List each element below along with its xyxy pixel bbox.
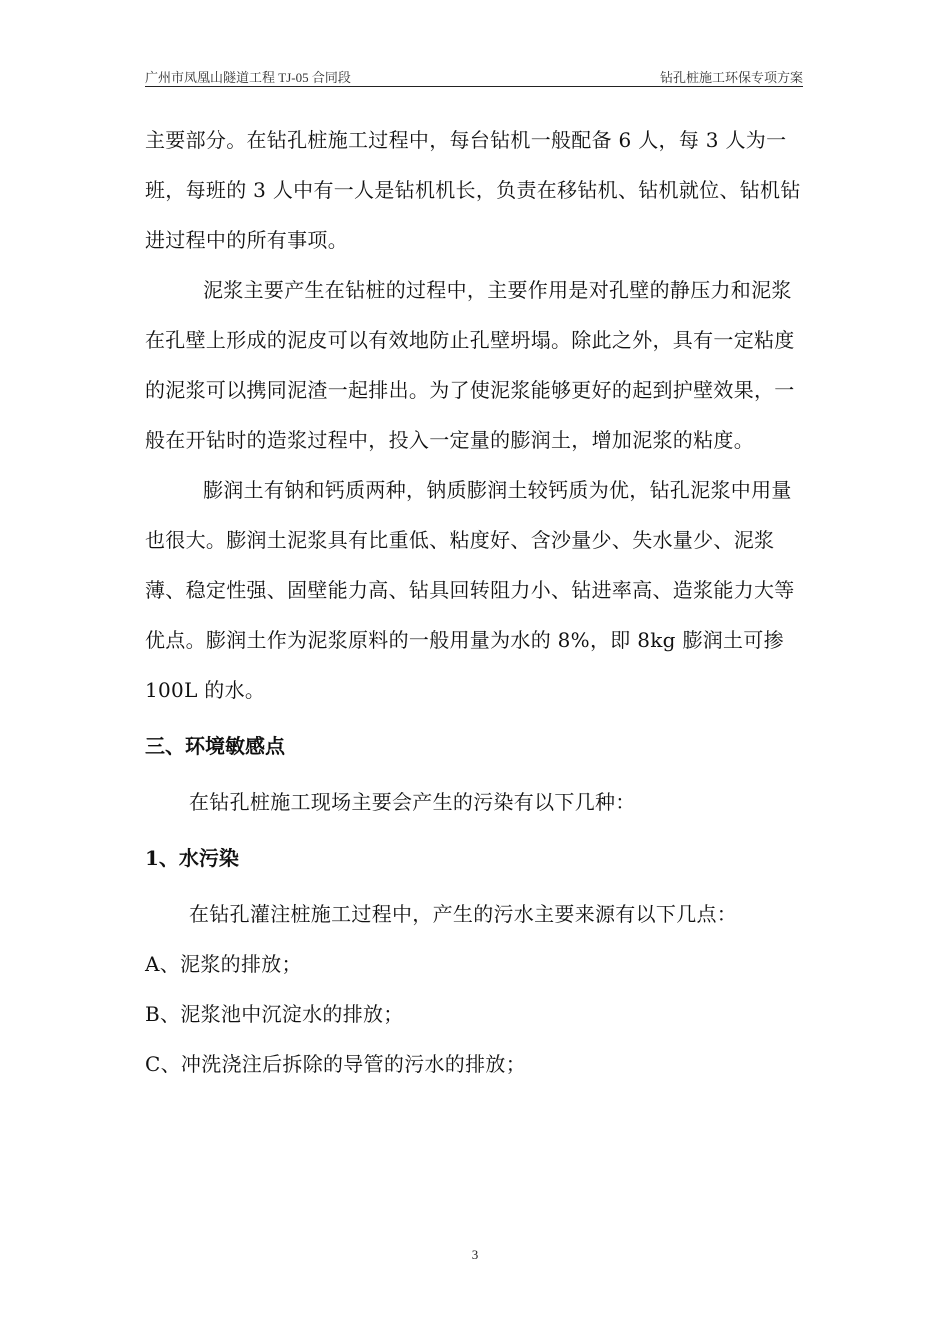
header-document-title: 钻孔桩施工环保专项方案 <box>659 70 803 85</box>
list-item-b: B、泥浆池中沉淀水的排放； <box>145 1002 404 1026</box>
paragraph-bentonite: 膨润土有钠和钙质两种，钠质膨润土较钙质为优，钻孔泥浆中用量也很大。膨润土泥浆具有比重低、粘度好、含沙量少、失水量少、泥浆薄、稳定性强、固壁能力高、钻具回转阻力小、钻进率高、造浆能力大等优点。膨润土作为泥浆原料的一般用量为水的 8%，即 8kg 膨润土可掺 100L 的水。 <box>145 478 795 702</box>
list-item-a: A、泥浆的排放； <box>145 952 302 976</box>
list-item-c: C、冲洗浇注后拆除的导管的污水的排放； <box>145 1052 527 1076</box>
subsection-title-water-pollution: 1、水污染 <box>145 846 239 870</box>
paragraph-pollution-intro: 在钻孔桩施工现场主要会产生的污染有以下几种： <box>189 790 636 814</box>
page-header <box>145 66 803 87</box>
page-body <box>145 115 807 1089</box>
section-title-sensitive-points: 三、环境敏感点 <box>145 734 285 758</box>
paragraph-mud-purpose: 泥浆主要产生在钻桩的过程中，主要作用是对孔壁的静压力和泥浆在孔壁上形成的泥皮可以有效地防止孔壁坍塌。除此之外，具有一定粘度的泥浆可以携同泥渣一起排出。为了使泥浆能够更好的起到护壁效果，一般在开钻时的造浆过程中，投入一定量的膨润土，增加泥浆的粘度。 <box>145 278 795 452</box>
page-number: 3 <box>471 1247 479 1262</box>
paragraph-sewage-sources: 在钻孔灌注桩施工过程中，产生的污水主要来源有以下几点： <box>189 902 738 926</box>
header-project-name: 广州市凤凰山隧道工程 TJ-05 合同段 <box>145 70 351 85</box>
paragraph-drill-crew: 主要部分。在钻孔桩施工过程中，每台钻机一般配备 6 人，每 3 人为一班，每班的 3 人中有一人是钻机机长，负责在移钻机、钻机就位、钻机钻进过程中的所有事项。 <box>145 128 801 252</box>
